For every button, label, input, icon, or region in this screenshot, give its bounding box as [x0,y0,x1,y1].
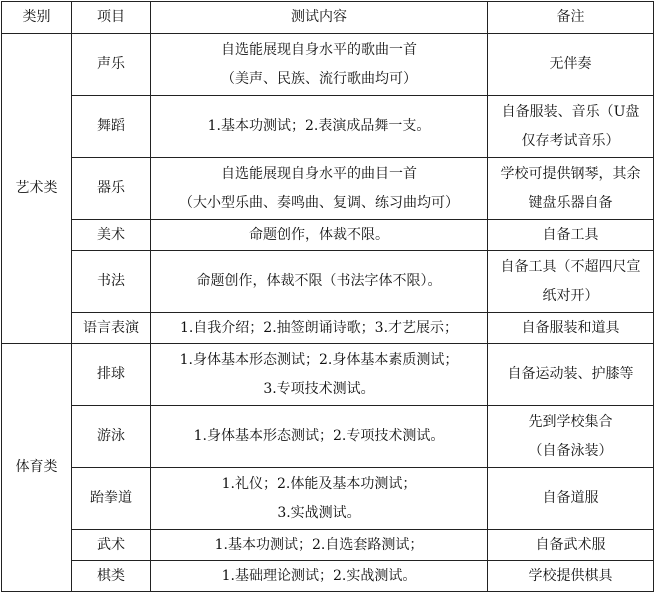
note-line: 键盘乐器自备 [528,194,613,211]
item-cell: 书法 [72,251,151,313]
content-cell [151,406,488,468]
note-line: 自备道服 [542,490,599,506]
note-line: 自备武术服 [535,536,606,553]
table-row [2,251,654,313]
content-cell [151,220,488,251]
content-line: 自选能展现自身水平的曲目一首 [221,165,417,182]
content-line: （美声、民族、流行歌曲均可） [221,70,417,87]
content-line: 1.礼仪；2.体能及基本功测试； [221,475,417,492]
content-line: 1.自我介绍；2.抽签朗诵诗歌；3.才艺展示； [179,319,459,336]
table-row [2,406,654,468]
note-line: 仅存考试音乐） [521,132,620,149]
table-row [2,220,654,251]
note-cell [488,96,654,158]
table-row [2,313,654,344]
exam-table [1,1,654,592]
content-line: 3.专项技术测试。 [263,380,375,397]
table-row [2,468,654,530]
note-cell [488,530,654,561]
note-line: 学校提供棋具 [528,567,613,584]
header-content: 测试内容 [151,2,488,34]
table-row [2,344,654,406]
item-cell: 声乐 [72,34,151,96]
item-cell: 美术 [72,220,151,251]
table-row [2,34,654,96]
note-line: 纸对开） [542,287,599,304]
table-row [2,561,654,592]
content-line: 1.基础理论测试；2.实战测试。 [221,567,417,584]
item-cell: 跆拳道 [72,468,151,530]
item-cell: 游泳 [72,406,151,468]
content-cell [151,344,488,406]
content-line: 1.身体基本形态测试；2.专项技术测试。 [193,428,445,444]
item-cell: 棋类 [72,561,151,592]
note-line: 自备运动装、护膝等 [507,366,634,382]
content-cell [151,158,488,220]
item-cell: 武术 [72,530,151,561]
table-row [2,96,654,158]
header-note: 备注 [488,2,654,34]
header-item: 项目 [72,2,151,34]
content-cell [151,561,488,592]
content-line: 1.基本功测试；2.表演成品舞一支。 [207,118,431,134]
content-line: 1.基本功测试；2.自选套路测试； [214,536,424,553]
item-cell: 器乐 [72,158,151,220]
content-cell [151,34,488,96]
note-cell [488,34,654,96]
table-row [2,530,654,561]
content-line: 自选能展现自身水平的歌曲一首 [221,41,417,58]
category-cell: 体育类 [2,344,72,592]
table-body [2,34,654,592]
category-cell: 艺术类 [2,34,72,344]
content-line: 3.实战测试。 [277,504,361,521]
note-cell [488,468,654,530]
note-cell [488,158,654,220]
item-cell: 舞蹈 [72,96,151,158]
note-cell [488,220,654,251]
content-cell [151,313,488,344]
note-cell [488,561,654,592]
content-line: 命题创作，体裁不限（书法字体不限）。 [196,273,442,289]
content-line: 命题创作，体裁不限。 [249,226,389,243]
content-cell [151,468,488,530]
header-category: 类别 [2,2,72,34]
note-line: 无伴奏 [549,56,592,72]
note-line: 自备服装和道具 [521,319,620,336]
header-row [2,2,654,34]
content-cell [151,530,488,561]
content-line: 1.身体基本形态测试；2.身体基本素质测试； [179,351,459,368]
item-cell: 语言表演 [72,313,151,344]
note-line: 自备服装、音乐（U盘 [501,103,640,120]
note-cell [488,344,654,406]
note-cell [488,313,654,344]
content-cell [151,96,488,158]
note-line: （自备泳装） [528,442,613,459]
table-row [2,158,654,220]
note-cell [488,406,654,468]
note-line: 学校可提供钢琴，其余 [500,165,641,182]
note-cell [488,251,654,313]
note-line: 自备工具（不超四尺宣 [500,258,641,275]
item-cell: 排球 [72,344,151,406]
note-line: 先到学校集合 [528,413,613,430]
content-line: （大小型乐曲、奏鸣曲、复调、练习曲均可） [179,194,459,211]
note-line: 自备工具 [542,226,599,243]
content-cell [151,251,488,313]
